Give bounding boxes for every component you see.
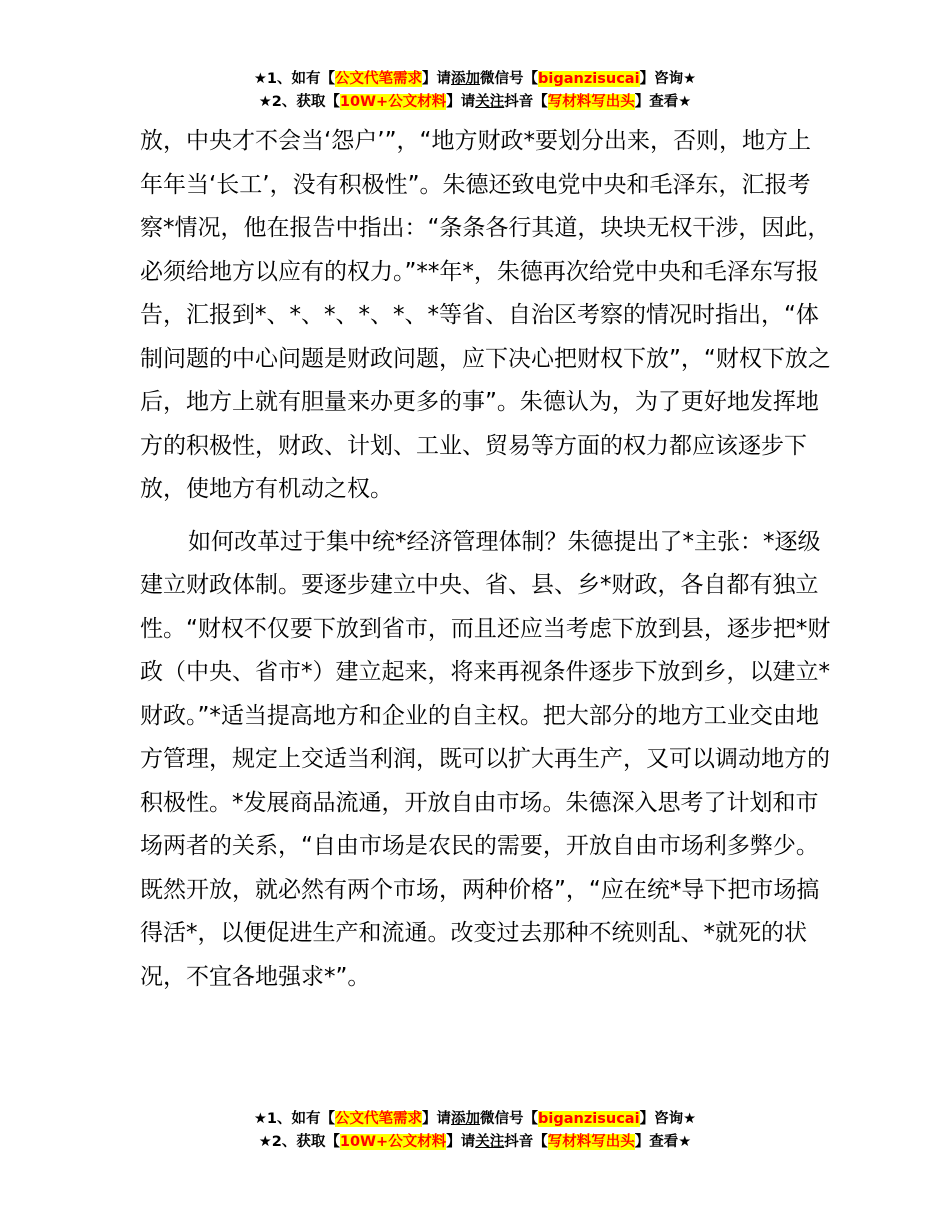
banner-text: 微信号【 xyxy=(480,71,539,87)
banner-text: 】请 xyxy=(446,94,476,110)
banner-text: 】咨询★ xyxy=(639,71,697,87)
underlined-text: 添加 xyxy=(451,71,481,87)
header-banner xyxy=(0,68,950,114)
highlight-douyin-account: 写材料写出头 xyxy=(547,94,635,110)
banner-text: 】请 xyxy=(422,71,452,87)
paragraph-1: 放，中央才不会当‘怨户’”，“地方财政*要划分出来，否则，地方上年年当‘长工’，没有积极性”。朱德还致电党中央和毛泽东，汇报考察*情况，他在报告中指出：“条条各行其道，块块无权干涉，因此，必须给地方以应有的权力。”**年*，朱德再次给党中央和毛泽东写报告，汇报到*、*、*、*、*、*等省、自治区考察的情况时指出，“体制问题的中心问题是财政问题，应下决心把财权下放”，“财权下放之后，地方上就有胆量来办更多的事”。朱德认为，为了更好地发挥地方的积极性，财政、计划、工业、贸易等方面的权力都应该逐步下放，使地方有机动之权。 xyxy=(140,128,831,502)
banner-line-1 xyxy=(0,68,950,91)
banner-text: 微信号【 xyxy=(480,1111,539,1127)
highlight-materials: 10W+公文材料 xyxy=(339,1134,447,1150)
banner-text: 】请 xyxy=(446,1134,476,1150)
underlined-text: 关注 xyxy=(475,1134,505,1150)
footer-banner xyxy=(0,1108,950,1154)
banner-line-2 xyxy=(0,1131,950,1154)
paragraph-2: 如何改革过于集中统*经济管理体制？朱德提出了*主张：*逐级建立财政体制。要逐步建立中央、省、县、乡*财政，各自都有独立性。“财权不仅要下放到省市，而且还应当考虑下放到县，逐步把*财政（中央、省市*）建立起来，将来再视条件逐步下放到乡，以建立*财政。”*适当提高地方和企业的自主权。把大部分的地方工业交由地方管理，规定上交适当利润，既可以扩大再生产，又可以调动地方的积极性。*发展商品流通，开放自由市场。朱德深入思考了计划和市场两者的关系，“自由市场是农民的需要，开放自由市场利多弊少。既然开放，就必然有两个市场，两种价格”，“应在统*导下把市场搞得活*，以便促进生产和流通。改变过去那种不统则乱、*就死的状况，不宜各地强求*”。 xyxy=(140,528,831,990)
banner-text: 抖音【 xyxy=(504,1134,548,1150)
banner-text: 】查看★ xyxy=(634,1134,692,1150)
banner-text: 抖音【 xyxy=(504,94,548,110)
highlight-wechat-id: biganzisucai xyxy=(538,71,640,87)
highlight-service: 公文代笔需求 xyxy=(335,1111,423,1127)
banner-text: 】咨询★ xyxy=(639,1111,697,1127)
highlight-wechat-id: biganzisucai xyxy=(538,1111,640,1127)
banner-text: 】查看★ xyxy=(634,94,692,110)
underlined-text: 关注 xyxy=(475,94,505,110)
banner-text: ★2、获取【 xyxy=(258,94,340,110)
document-body xyxy=(140,120,832,999)
banner-text: 】请 xyxy=(422,1111,452,1127)
highlight-douyin-account: 写材料写出头 xyxy=(547,1134,635,1150)
highlight-materials: 10W+公文材料 xyxy=(339,94,447,110)
banner-text: ★1、如有【 xyxy=(253,71,336,87)
underlined-text: 添加 xyxy=(451,1111,481,1127)
banner-text: ★2、获取【 xyxy=(258,1134,340,1150)
banner-text: ★1、如有【 xyxy=(253,1111,336,1127)
highlight-service: 公文代笔需求 xyxy=(335,71,423,87)
banner-line-1 xyxy=(0,1108,950,1131)
banner-line-2 xyxy=(0,91,950,114)
